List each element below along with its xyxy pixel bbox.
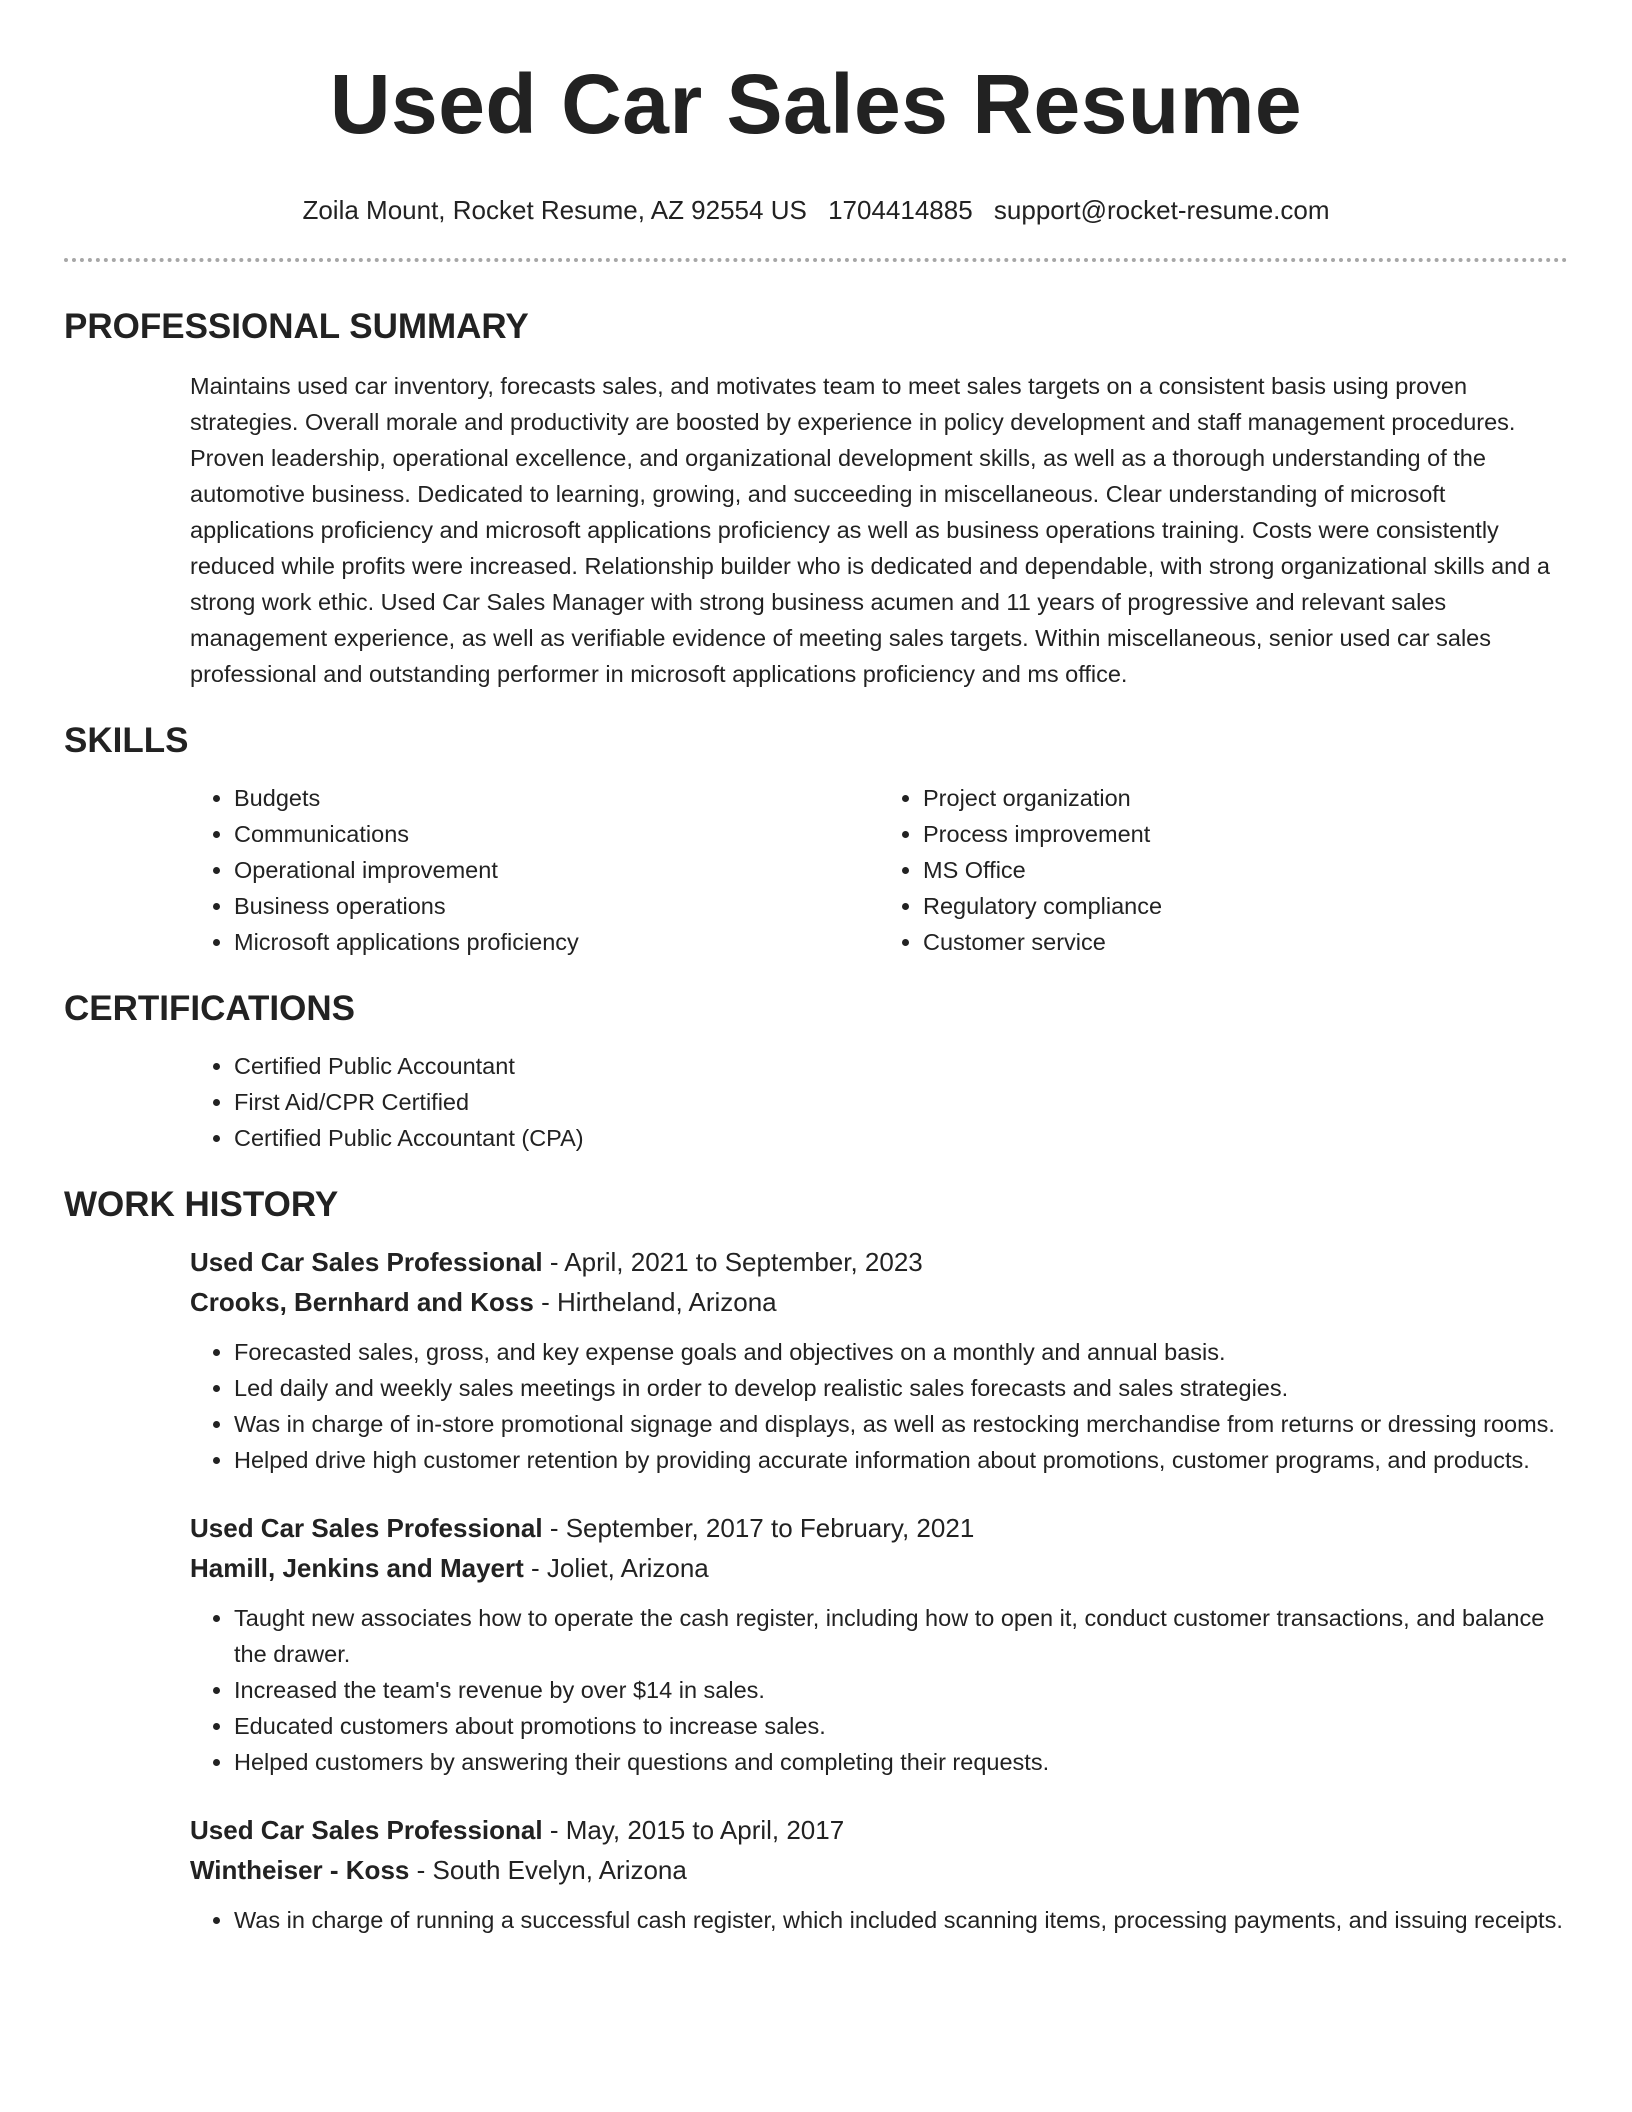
skills-heading: SKILLS — [64, 721, 189, 760]
job-bullets — [190, 1902, 1568, 1938]
skill-item: • Project organization — [923, 780, 1568, 816]
job-bullets — [190, 1334, 1568, 1478]
company-name: Wintheiser - Koss — [190, 1855, 410, 1885]
contact-line — [64, 194, 1568, 226]
job-bullet: • Taught new associates how to operate the cash register, including how to open it, conduct customer transactions, and balance the drawer. — [234, 1600, 1568, 1672]
job-bullet: • Led daily and weekly sales meetings in order to develop realistic sales forecasts and sales strategies. — [234, 1370, 1568, 1406]
job-entry — [190, 1810, 1568, 1938]
header-divider — [64, 258, 1568, 262]
job-title-line — [190, 1508, 1568, 1548]
job-bullet: • Helped customers by answering their questions and completing their requests. — [234, 1744, 1568, 1780]
skill-item: • Operational improvement — [234, 852, 879, 888]
job-entry — [190, 1508, 1568, 1780]
certification-item: • First Aid/CPR Certified — [234, 1084, 1568, 1120]
job-bullet: • Helped drive high customer retention by providing accurate information about promotions, customer programs, and products. — [234, 1442, 1568, 1478]
skill-item: • Process improvement — [923, 816, 1568, 852]
job-bullet: • Was in charge of in-store promotional signage and displays, as well as restocking merchandise from returns or dressing rooms. — [234, 1406, 1568, 1442]
skill-item: • Regulatory compliance — [923, 888, 1568, 924]
job-dates: - September, 2017 to February, 2021 — [542, 1513, 975, 1543]
company-location: - Hirtheland, Arizona — [533, 1287, 777, 1317]
job-entry — [190, 1242, 1568, 1478]
job-title: Used Car Sales Professional — [190, 1513, 543, 1543]
job-bullets — [190, 1600, 1568, 1780]
company-location: - Joliet, Arizona — [523, 1553, 709, 1583]
skills-left-list — [190, 780, 879, 960]
skills-right-list — [879, 780, 1568, 960]
skills-columns — [190, 780, 1568, 960]
company-name: Hamill, Jenkins and Mayert — [190, 1553, 524, 1583]
contact-email: support@rocket-resume.com — [993, 195, 1330, 225]
job-title: Used Car Sales Professional — [190, 1815, 543, 1845]
job-dates: - April, 2021 to September, 2023 — [542, 1247, 923, 1277]
contact-address: Zoila Mount, Rocket Resume, AZ 92554 US — [302, 195, 807, 225]
job-bullet: • Increased the team's revenue by over $14 in sales. — [234, 1672, 1568, 1708]
job-title: Used Car Sales Professional — [190, 1247, 543, 1277]
company-location: - South Evelyn, Arizona — [409, 1855, 687, 1885]
company-line — [190, 1282, 1568, 1322]
certification-item: • Certified Public Accountant — [234, 1048, 1568, 1084]
certifications-list — [190, 1048, 1568, 1156]
company-line — [190, 1548, 1568, 1588]
skill-item: • Business operations — [234, 888, 879, 924]
job-dates: - May, 2015 to April, 2017 — [542, 1815, 845, 1845]
resume-title: Used Car Sales Resume — [329, 57, 1303, 151]
work-history-heading: WORK HISTORY — [64, 1185, 339, 1224]
skill-item: • Budgets — [234, 780, 879, 816]
job-bullet: • Educated customers about promotions to increase sales. — [234, 1708, 1568, 1744]
summary-text: Maintains used car inventory, forecasts sales, and motivates team to meet sales targets on a consistent basis using proven strategies. Overall morale and productivity are boosted by experience in policy development and staff management procedures. Proven leadership, operational excellence, and organizational development skills, as well as a thorough understanding of the automotive business. Dedicated to learning, growing, and succeeding in miscellaneous. Clear understanding of microsoft applications proficiency and microsoft applications proficiency as well as business operations training. Costs were consistently reduced while profits were increased. Relationship builder who is dedicated and dependable, with strong organizational skills and a strong work ethic. Used Car Sales Manager with strong business acumen and 11 years of progressive and relevant sales management experience, as well as verifiable evidence of meeting sales targets. Within miscellaneous, senior used car sales professional and outstanding performer in microsoft applications proficiency and ms office. — [190, 373, 1550, 687]
company-line — [190, 1850, 1568, 1890]
job-title-line — [190, 1810, 1568, 1850]
job-title-line — [190, 1242, 1568, 1282]
contact-phone: 1704414885 — [828, 195, 973, 225]
skill-item: • MS Office — [923, 852, 1568, 888]
job-bullet: • Forecasted sales, gross, and key expense goals and objectives on a monthly and annual basis. — [234, 1334, 1568, 1370]
certification-item: • Certified Public Accountant (CPA) — [234, 1120, 1568, 1156]
skill-item: • Communications — [234, 816, 879, 852]
job-bullet: • Was in charge of running a successful cash register, which included scanning items, processing payments, and issuing receipts. — [234, 1902, 1568, 1938]
certifications-heading: CERTIFICATIONS — [64, 989, 356, 1028]
skill-item: • Microsoft applications proficiency — [234, 924, 879, 960]
company-name: Crooks, Bernhard and Koss — [190, 1287, 534, 1317]
skill-item: • Customer service — [923, 924, 1568, 960]
summary-heading: PROFESSIONAL SUMMARY — [64, 307, 529, 346]
